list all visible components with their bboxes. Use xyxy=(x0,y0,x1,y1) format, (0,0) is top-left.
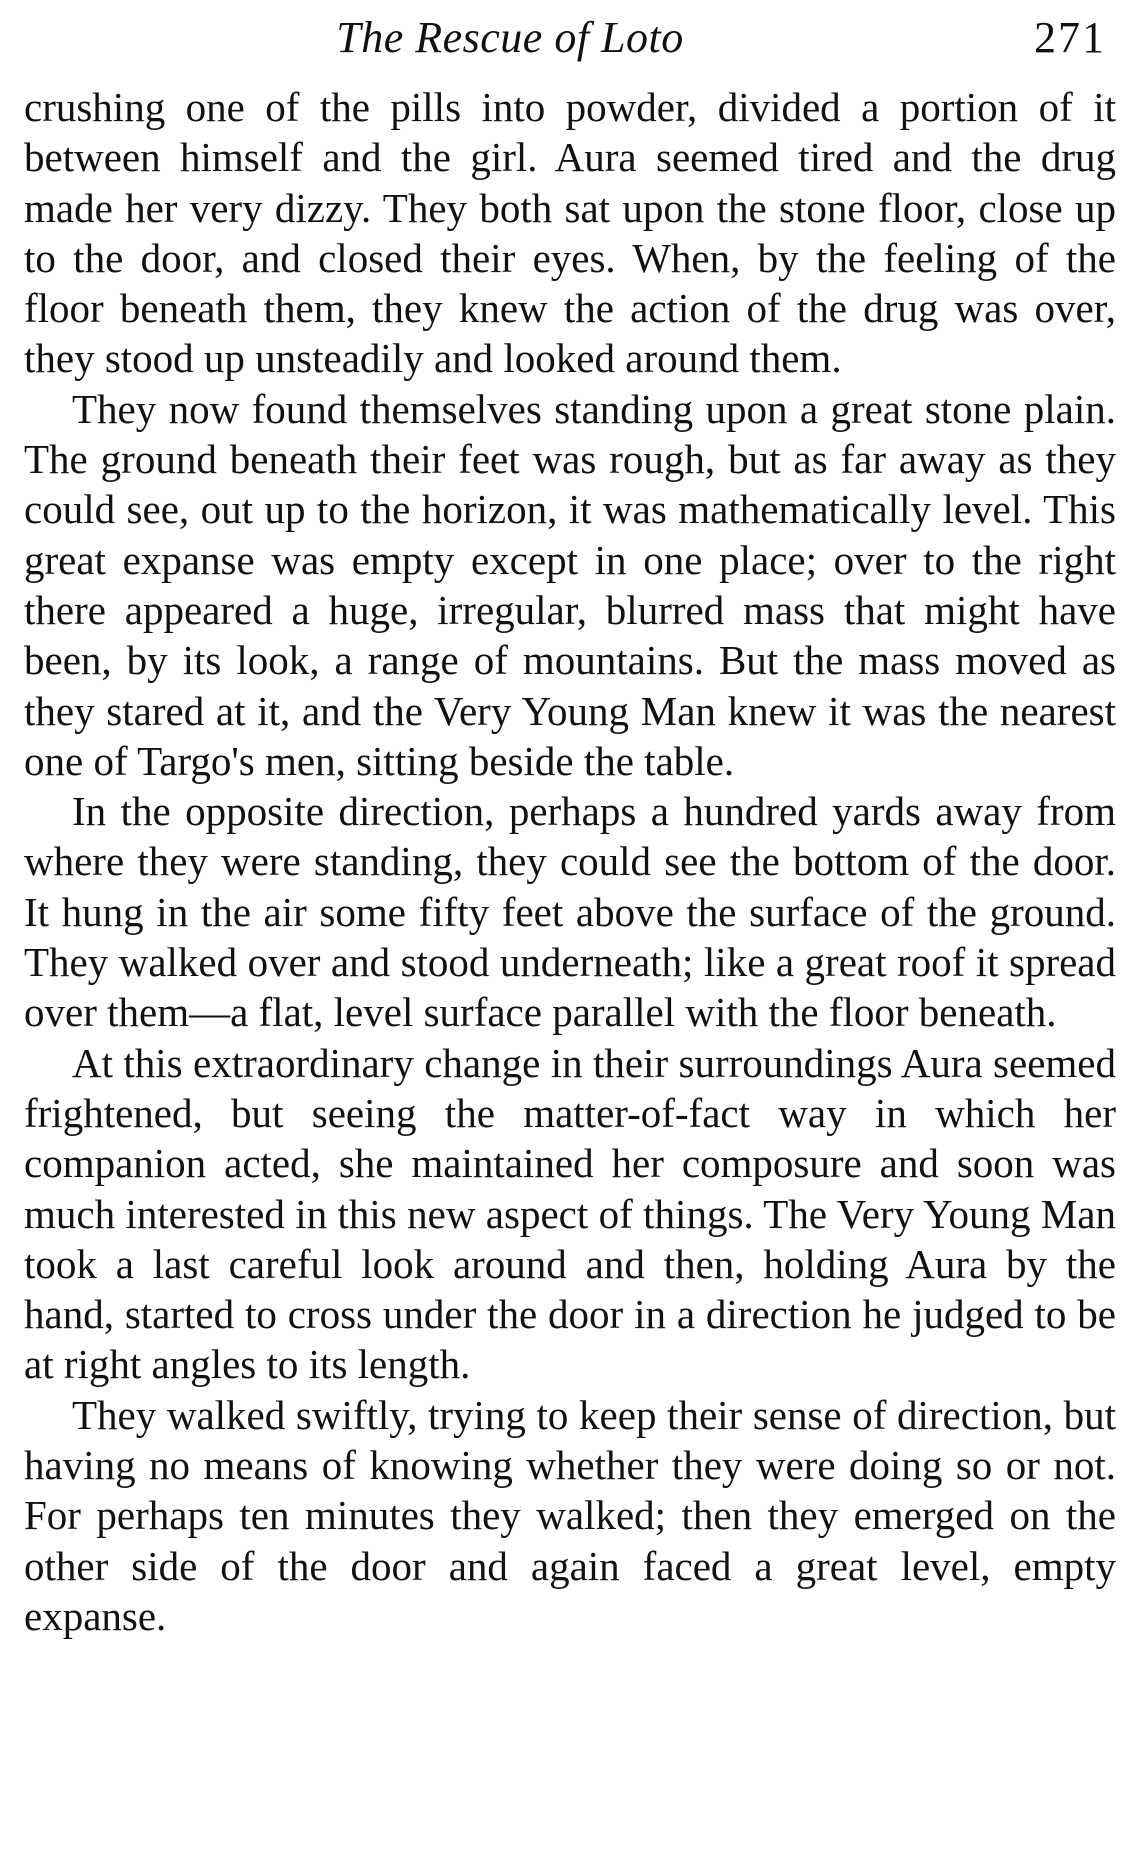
paragraph-4: At this extraordinary change in their surroundings Aura seemed frightened, but seeing the matter-of-fact way in which her companion acted, she maintained her composure and soon was much interested in this new aspect of things. The Very Young Man took a last careful look around and then, holding Aura by the hand, started to cross under the door in a direction he judged to be at right angles to its length. xyxy=(24,1039,1116,1388)
page-number: 271 xyxy=(1034,13,1106,62)
body-text xyxy=(24,82,1116,1641)
running-header xyxy=(24,8,1116,68)
paragraph-3: In the opposite direction, perhaps a hundred yards away from where they were standing, they could see the bottom of the door. It hung in the air some fifty feet above the surface of the ground. They walked over and stood underneath; like a great roof it spread over them—a flat, level surface parallel with the floor beneath. xyxy=(24,788,1116,1036)
paragraph-2: They now found themselves standing upon a great stone plain. The ground beneath their feet was rough, but as far away as they could see, out up to the horizon, it was mathematically level. This great expanse was empty except in one place; over to the right there appeared a huge, irregular, blurred mass that might have been, by its look, a range of mountains. But the mass moved as they stared at it, and the Very Young Man knew it was the nearest one of Targo's men, sitting beside the table. xyxy=(24,385,1116,784)
paragraph-5: They walked swiftly, trying to keep their sense of direction, but having no means of knowing whether they were doing so or not. For perhaps ten minutes they walked; then they emerged on the other side of the door and again faced a great level, empty expanse. xyxy=(24,1391,1116,1639)
chapter-title: The Rescue of Loto xyxy=(336,13,684,62)
paragraph-1: crushing one of the pills into powder, divided a portion of it between himself and the girl. Aura seemed tired and the drug made her very dizzy. They both sat upon the stone floor, close up to the door, and closed their eyes. When, by the feeling of the floor beneath them, they knew the action of the drug was over, they stood up unsteadily and looked around them. xyxy=(24,84,1116,382)
